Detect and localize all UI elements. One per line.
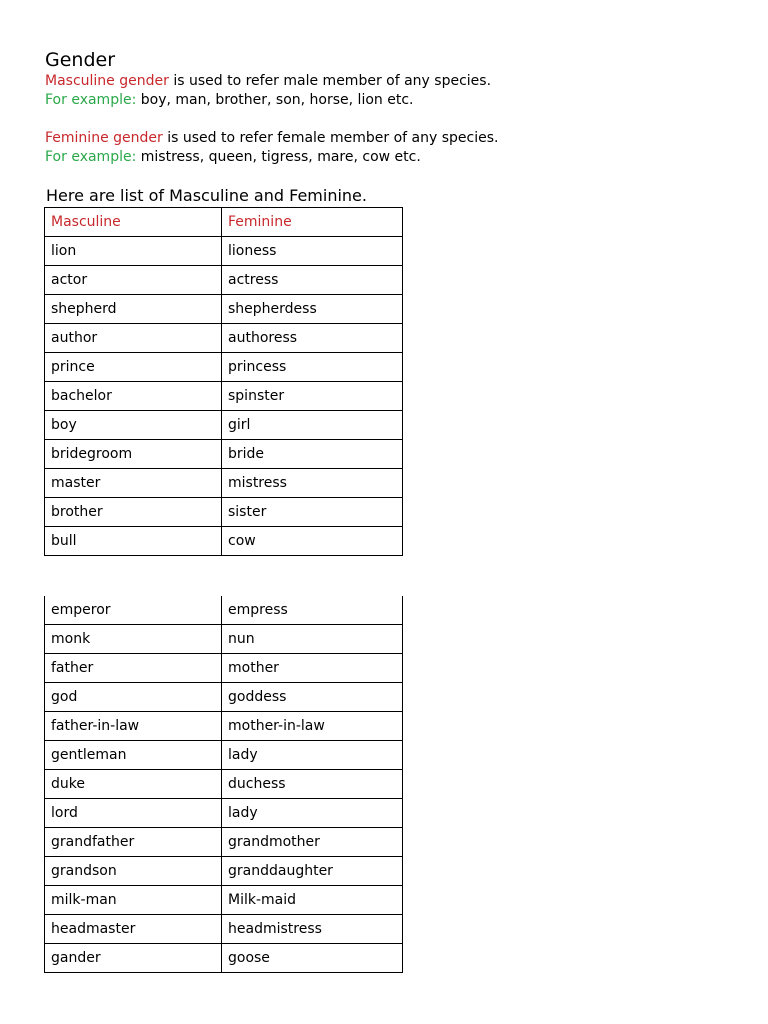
table-row (45, 828, 403, 857)
table-row (45, 770, 403, 799)
feminine-cell: granddaughter (222, 857, 403, 886)
masculine-cell: father-in-law (45, 712, 222, 741)
gender-table-1-body (45, 208, 403, 556)
list-heading: Here are list of Masculine and Feminine. (46, 186, 367, 205)
table-row (45, 237, 403, 266)
gender-table-2 (44, 596, 403, 973)
masculine-example (45, 91, 413, 109)
table-row (45, 353, 403, 382)
masculine-cell: monk (45, 625, 222, 654)
table-row (45, 712, 403, 741)
table-row (45, 440, 403, 469)
feminine-example-label: For example: (45, 149, 137, 165)
table-row (45, 498, 403, 527)
table-row (45, 886, 403, 915)
masculine-cell: lion (45, 237, 222, 266)
feminine-term: Feminine gender (45, 130, 163, 146)
masculine-definition-text: is used to refer male member of any species. (168, 73, 492, 89)
table-header-row (45, 208, 403, 237)
masculine-cell: shepherd (45, 295, 222, 324)
masculine-cell: grandson (45, 857, 222, 886)
gender-table-1 (44, 207, 403, 556)
table-row (45, 944, 403, 973)
feminine-cell: headmistress (222, 915, 403, 944)
masculine-cell: actor (45, 266, 222, 295)
masculine-cell: god (45, 683, 222, 712)
masculine-cell: bull (45, 527, 222, 556)
feminine-cell: girl (222, 411, 403, 440)
masculine-cell: emperor (45, 596, 222, 625)
feminine-example-text: mistress, queen, tigress, mare, cow etc. (136, 149, 421, 165)
masculine-example-text: boy, man, brother, son, horse, lion etc. (136, 92, 414, 108)
header-feminine: Feminine (222, 208, 403, 237)
feminine-example (45, 148, 421, 166)
masculine-cell: master (45, 469, 222, 498)
masculine-cell: headmaster (45, 915, 222, 944)
table-row (45, 654, 403, 683)
feminine-cell: lady (222, 741, 403, 770)
feminine-cell: empress (222, 596, 403, 625)
feminine-definition (45, 129, 498, 147)
feminine-cell: grandmother (222, 828, 403, 857)
gender-table-2-body (45, 596, 403, 973)
masculine-cell: gentleman (45, 741, 222, 770)
masculine-cell: author (45, 324, 222, 353)
feminine-cell: princess (222, 353, 403, 382)
feminine-cell: nun (222, 625, 403, 654)
table-row (45, 469, 403, 498)
masculine-cell: duke (45, 770, 222, 799)
masculine-cell: lord (45, 799, 222, 828)
feminine-cell: actress (222, 266, 403, 295)
table-row (45, 382, 403, 411)
feminine-cell: lady (222, 799, 403, 828)
masculine-cell: bridegroom (45, 440, 222, 469)
feminine-cell: bride (222, 440, 403, 469)
table-row (45, 799, 403, 828)
table-row (45, 596, 403, 625)
feminine-definition-text: is used to refer female member of any species. (162, 130, 499, 146)
feminine-cell: goddess (222, 683, 403, 712)
feminine-cell: authoress (222, 324, 403, 353)
table-row (45, 683, 403, 712)
masculine-cell: milk-man (45, 886, 222, 915)
masculine-cell: prince (45, 353, 222, 382)
feminine-cell: mistress (222, 469, 403, 498)
table-row (45, 527, 403, 556)
table-row (45, 915, 403, 944)
feminine-cell: duchess (222, 770, 403, 799)
feminine-cell: cow (222, 527, 403, 556)
feminine-cell: mother-in-law (222, 712, 403, 741)
masculine-cell: brother (45, 498, 222, 527)
table-row (45, 295, 403, 324)
feminine-cell: shepherdess (222, 295, 403, 324)
feminine-cell: lioness (222, 237, 403, 266)
masculine-cell: bachelor (45, 382, 222, 411)
masculine-cell: gander (45, 944, 222, 973)
masculine-term: Masculine gender (45, 73, 169, 89)
feminine-cell: goose (222, 944, 403, 973)
table-row (45, 324, 403, 353)
feminine-cell: sister (222, 498, 403, 527)
table-row (45, 411, 403, 440)
masculine-cell: father (45, 654, 222, 683)
masculine-cell: boy (45, 411, 222, 440)
feminine-cell: Milk-maid (222, 886, 403, 915)
table-row (45, 857, 403, 886)
masculine-cell: grandfather (45, 828, 222, 857)
feminine-cell: spinster (222, 382, 403, 411)
masculine-definition (45, 72, 491, 90)
page-title: Gender (45, 49, 116, 71)
feminine-cell: mother (222, 654, 403, 683)
header-masculine: Masculine (45, 208, 222, 237)
table-row (45, 625, 403, 654)
masculine-example-label: For example: (45, 92, 137, 108)
table-row (45, 741, 403, 770)
table-row (45, 266, 403, 295)
